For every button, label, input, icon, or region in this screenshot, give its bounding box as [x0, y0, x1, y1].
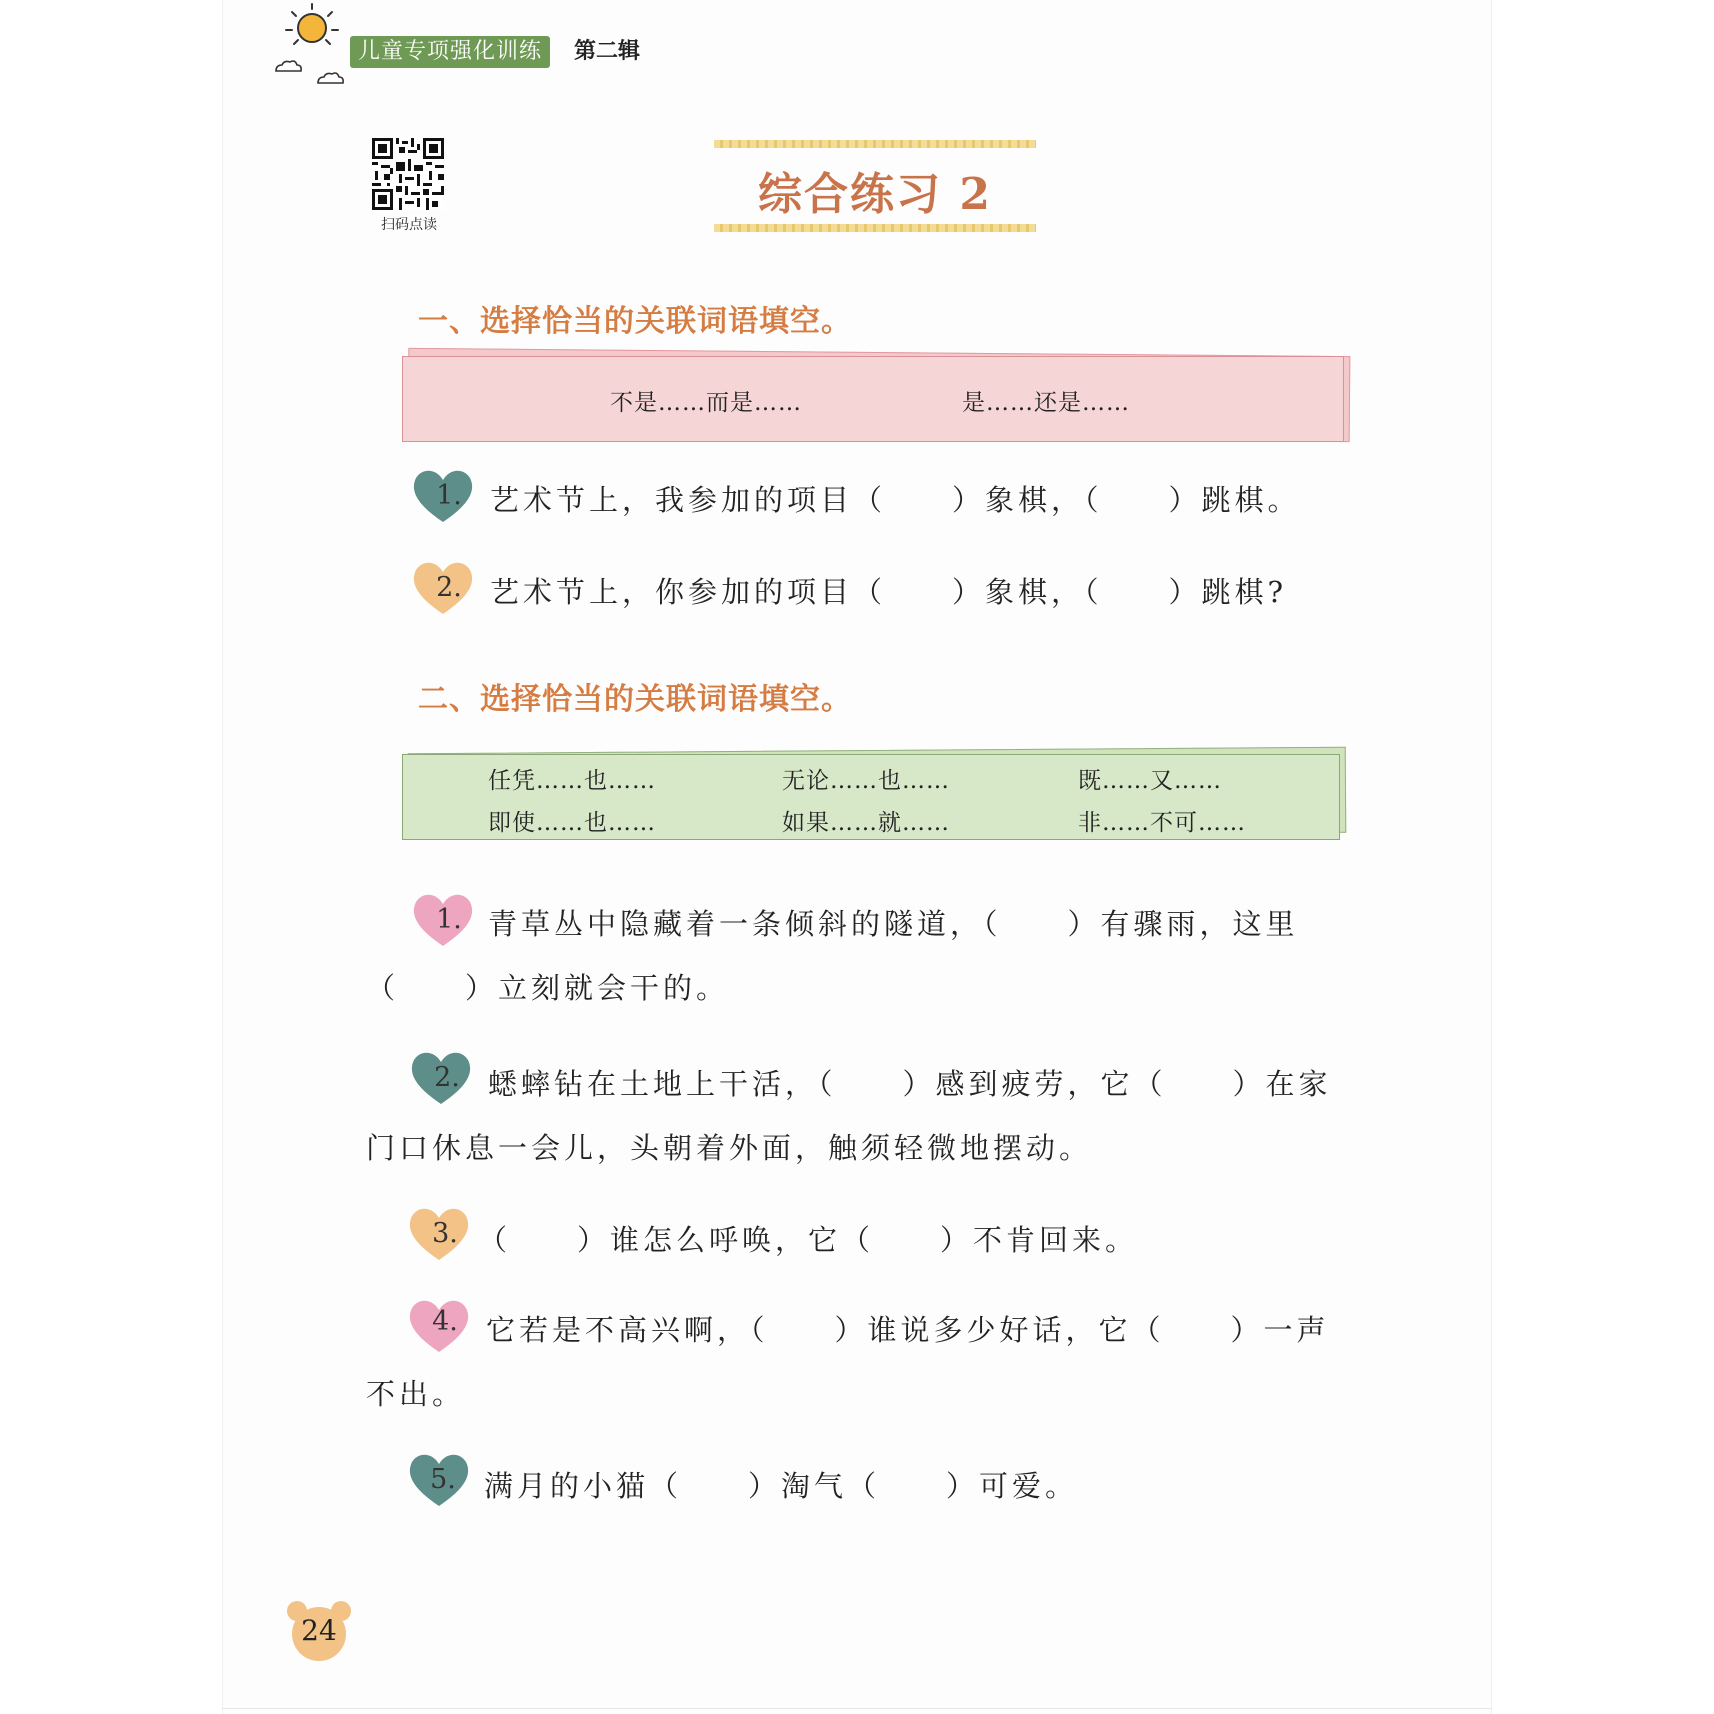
question-text: 满月的小猫（ ）淘气（ ）可爱。: [484, 1469, 1079, 1503]
question-text: 蟋蟀钻在土地上干活，（ ）感到疲劳，它（ ）在家: [488, 1067, 1332, 1101]
question-text: 它若是不高兴啊，（ ）谁说多少好话，它（ ）一声: [486, 1313, 1330, 1347]
phrase: 如果……就……: [782, 810, 950, 836]
page-number: 24: [301, 1614, 337, 1647]
question-number: 1.: [436, 904, 462, 935]
section-1-heading: 一、选择恰当的关联词语填空。: [418, 304, 852, 339]
question-text: 青草丛中隐藏着一条倾斜的隧道，（ ）有骤雨，这里: [488, 907, 1299, 941]
page-number-badge: [286, 1598, 352, 1662]
question-text-cont: （ ）立刻就会干的。: [366, 971, 730, 1005]
question-number: 5.: [430, 1464, 456, 1495]
question-text-cont: 门口休息一会儿，头朝着外面，触须轻微地摆动。: [366, 1131, 1093, 1165]
footer-divider: [222, 1708, 1492, 1709]
phrase: 是……还是……: [962, 390, 1130, 416]
title-band: [714, 140, 1036, 232]
title-decor-top: [714, 140, 1036, 148]
phrase: 既……又……: [1078, 768, 1222, 794]
section-2-heading: 二、选择恰当的关联词语填空。: [418, 682, 852, 717]
word-bank-2: [402, 750, 1348, 844]
phrase: 不是……而是……: [610, 390, 802, 416]
question-number: 2.: [436, 572, 462, 603]
question-number: 3.: [432, 1218, 458, 1249]
title-decor-bottom: [714, 224, 1036, 232]
question-text-cont: 不出。: [366, 1377, 466, 1411]
page-title: 综合练习 2: [758, 169, 992, 220]
question-number: 1.: [436, 480, 462, 511]
question-number: 4.: [432, 1306, 458, 1337]
word-bank-1-front: [402, 356, 1344, 442]
cloud-icon: [270, 55, 350, 95]
question-text: （ ）谁怎么呼唤，它（ ）不肯回来。: [478, 1223, 1139, 1257]
phrase: 非……不可……: [1078, 810, 1246, 836]
series-issue: 第二辑: [574, 39, 641, 64]
qr-code-icon[interactable]: [372, 138, 444, 210]
question-number: 2.: [434, 1062, 460, 1093]
series-title: 儿童专项强化训练: [350, 36, 550, 68]
qr-label: 扫码点读: [381, 217, 437, 233]
phrase: 即使……也……: [488, 810, 656, 836]
question-text: 艺术节上，我参加的项目（ ）象棋，（ ）跳棋。: [490, 483, 1301, 517]
word-bank-1: [402, 352, 1352, 446]
question-text: 艺术节上，你参加的项目（ ）象棋，（ ）跳棋?: [490, 575, 1288, 609]
phrase: 任凭……也……: [488, 768, 656, 794]
phrase: 无论……也……: [782, 768, 950, 794]
